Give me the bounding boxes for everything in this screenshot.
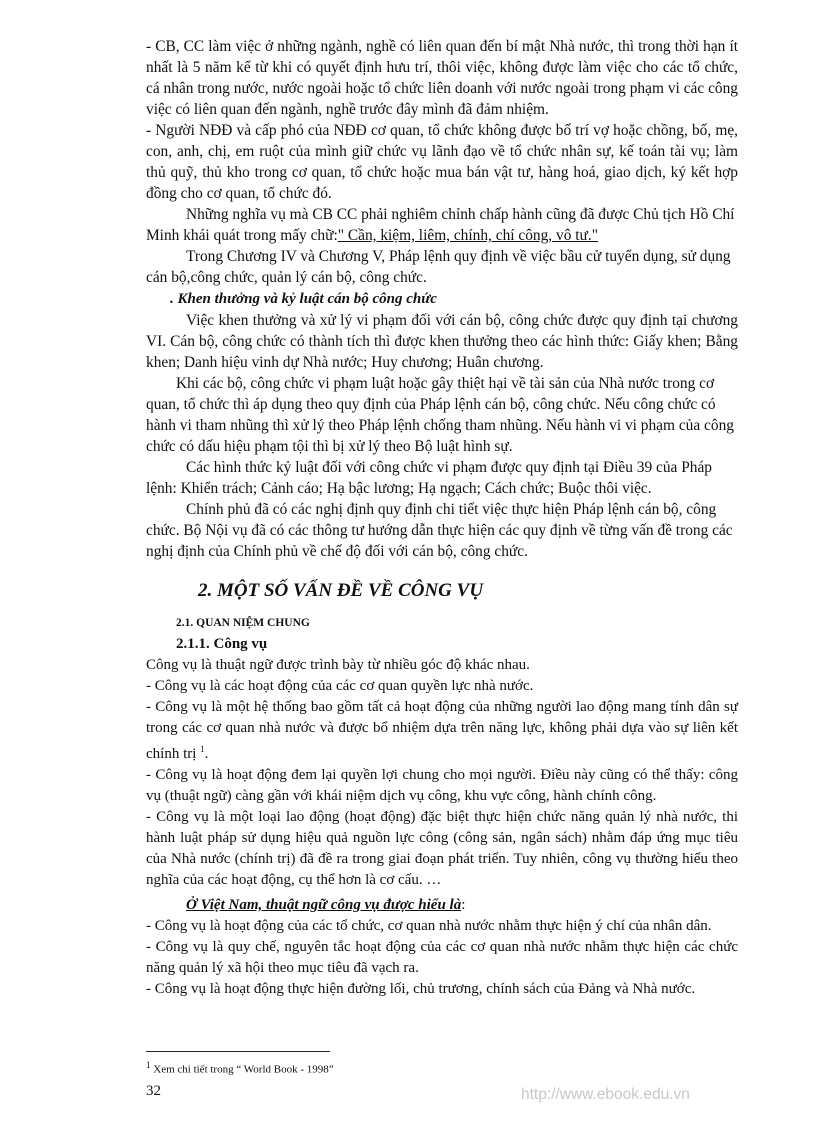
section-subheading: . Khen thưởng và kỷ luật cán bộ công chức: [170, 291, 437, 307]
paragraph: [146, 895, 738, 916]
paragraph: Công vụ là thuật ngữ được trình bày từ nhiều góc độ khác nhau.: [146, 657, 530, 673]
page-body: [146, 36, 738, 1000]
section-2-body: [146, 655, 738, 1000]
paragraph-text: Những nghĩa vụ mà CB CC phải nghiêm chỉnh chấp hành cũng đã được Chủ tịch Hồ Chí Minh khái quát trong mấy chữ:: [146, 206, 735, 244]
paragraph: - Công vụ là hoạt động thực hiện đường lối, chủ trương, chính sách của Đảng và Nhà nước.: [146, 981, 696, 997]
footnote: [146, 1060, 334, 1076]
watermark-url: http://www.ebook.edu.vn: [521, 1086, 690, 1103]
paragraph: Chính phủ đã có các nghị định quy định chi tiết việc thực hiện Pháp lệnh cán bộ, công chức. Bộ Nội vụ đã có các thông tư hướng dẫn thực hiện các quy định về từng vấn đề trong các nghị định của Chính phủ về chế độ đối với cán bộ, công chức.: [146, 501, 733, 560]
paragraph: Việc khen thưởng và xử lý vi phạm đối với cán bộ, công chức được quy định tại chương VI. Cán bộ, công chức có thành tích thì được khen thưởng theo các hình thức: Giấy khen; Bằng khen; Danh hiệu vinh dự Nhà nước; Huy chương; Huân chương.: [146, 312, 738, 371]
paragraph: - Công vụ là các hoạt động của các cơ quan quyền lực nhà nước.: [146, 678, 534, 694]
paragraph: - Người NĐĐ và cấp phó của NĐĐ cơ quan, tổ chức không được bố trí vợ hoặc chồng, bố, mẹ, con, anh, chị, em ruột của mình giữ chức vụ lãnh đạo về tổ chức nhân sự, kế toán tài vụ; làm thủ quỹ, thủ kho trong cơ quan, tổ chức hoặc mua bán vật tư, hàng hoá, giao dịch, ký kết hợp đồng cho cơ quan, tổ chức đó.: [146, 122, 738, 202]
footnote-marker: 1: [200, 744, 205, 754]
paragraph-text: - Công vụ là một hệ thống bao gồm tất cả hoạt động của những người lao động mang tính dân sự trong các cơ quan nhà nước và được bổ nhiệm dựa trên năng lực, không phải dựa vào sự liên kết chính trị: [146, 699, 738, 762]
paragraph: Trong Chương IV và Chương V, Pháp lệnh quy định về việc bầu cử tuyển dụng, sử dụng cán bộ,công chức, quản lý cán bộ, công chức.: [146, 248, 731, 286]
quote: " Cần, kiệm, liêm, chính, chí công, vô tư.": [337, 227, 598, 244]
paragraph: - Công vụ là một loại lao động (hoạt động) đặc biệt thực hiện chức năng quản lý nhà nước, thi hành luật pháp sử dụng hiệu quả nguồn lực công (công sản, ngân sách) nhằm đáp ứng mục tiêu của Nhà nước (chính trị) đã đề ra trong giai đoạn phát triển. Tuy nhiên, công vụ thường hiểu theo nghĩa của các hoạt động, cụ thể hơn là cơ cấu. …: [146, 809, 738, 888]
footnote-text: Xem chi tiết trong “ World Book - 1998”: [153, 1063, 334, 1076]
footnote-divider: [146, 1051, 330, 1052]
footnote-marker: 1: [146, 1060, 151, 1070]
page-number: 32: [146, 1083, 161, 1099]
subsubsection-heading: 2.1.1. Công vụ: [176, 636, 268, 652]
paragraph: [146, 204, 738, 246]
paragraph: - CB, CC làm việc ở những ngành, nghề có liên quan đến bí mật Nhà nước, thì trong thời hạn ít nhất là 5 năm kể từ khi có quyết định hưu trí, thôi việc, không được làm việc cho các tổ chức, cá nhân trong nước, nước ngoài hoặc tổ chức liên doanh với nước ngoài trong phạm vi các công việc có liên quan đến ngành, nghề trước đây mình đã đảm nhiệm.: [146, 38, 738, 118]
paragraph: - Công vụ là hoạt động của các tổ chức, cơ quan nhà nước nhằm thực hiện ý chí của nhân dân.: [146, 918, 712, 934]
vn-heading: Ở Việt Nam, thuật ngữ công vụ được hiểu là: [186, 897, 462, 913]
paragraph: - Công vụ là hoạt động đem lại quyền lợi chung cho mọi người. Điều này cũng có thể thấy: công vụ (thuật ngữ) càng gần với khái niệm dịch vụ công, khu vực công, hành chính công.: [146, 767, 738, 804]
subsection-heading: 2.1. QUAN NIỆM CHUNG: [176, 617, 310, 629]
vn-colon: :: [461, 897, 466, 913]
paragraph: Khi các bộ, công chức vi phạm luật hoặc gây thiệt hại về tài sản của Nhà nước trong cơ quan, tổ chức thì áp dụng theo quy định của Pháp lệnh cán bộ, công chức. Nếu công chức có hành vi tham nhũng thì xử lý theo Pháp lệnh chống tham nhũng. Nếu hành vi vi phạm của công chức có dấu hiệu phạm tội thì bị xử lý theo Bộ luật hình sự.: [146, 375, 734, 455]
paragraph: - Công vụ là quy chế, nguyên tắc hoạt động của các cơ quan nhà nước nhằm thực hiện các chức năng quản lý xã hội theo mục tiêu đã vạch ra.: [146, 939, 738, 976]
paragraph: Các hình thức kỷ luật đối với công chức vi phạm được quy định tại Điều 39 của Pháp lệnh: Khiển trách; Cảnh cáo; Hạ bậc lương; Hạ ngạch; Cách chức; Buộc thôi việc.: [146, 459, 713, 497]
section-heading: 2. MỘT SỐ VẤN ĐỀ VỀ CÔNG VỤ: [198, 580, 484, 601]
paragraph: - Công vụ là một hệ thống bao gồm tất cả hoạt động của những người lao động mang tính dân sự trong các cơ quan nhà nước và được bổ nhiệm dựa trên năng lực, không phải dựa vào sự liên kết chính trị $^1$.: [146, 699, 738, 762]
